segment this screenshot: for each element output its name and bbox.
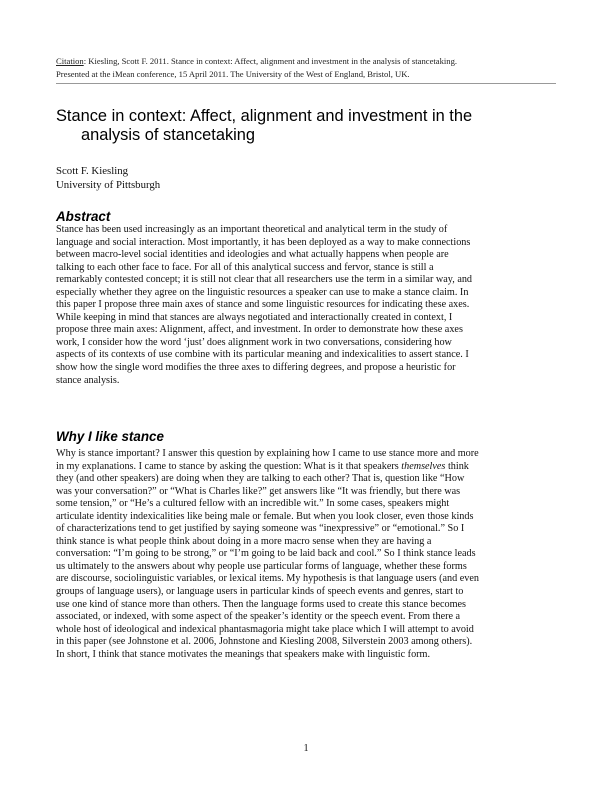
text-line: was your conversation?” or “What is Charles like?” get answers like “It was friendly, but there was bbox=[56, 485, 461, 497]
text-line: aspects of its contexts of use combine with its particular meaning and indexicalities to assert stance. I bbox=[56, 349, 469, 361]
citation-line-2: Presented at the iMean conference, 15 April 2011. The University of the West of England, Bristol, UK. bbox=[56, 69, 410, 79]
paper-title-line-2: analysis of stancetaking bbox=[81, 126, 256, 144]
text-line: Stance has been used increasingly as an important theoretical and analytical term in the study of bbox=[56, 224, 448, 235]
text-line: us ultimately to the answers about why people use particular forms of language, whether these forms bbox=[56, 560, 467, 572]
text-line: some tension,” or “He’s a cultured fellow with an incredible wit.” In some cases, speakers might bbox=[56, 498, 450, 510]
text-line: In short, I think that stance motivates the meanings that speakers make with linguistic form. bbox=[56, 648, 431, 660]
text-line: they (and other speakers) are doing when they are talking to each other? That is, question like “How bbox=[56, 473, 465, 485]
text-line: of characterizations tend to get justified by saying someone was “inexpressive” or “emotional.” So I bbox=[56, 523, 465, 535]
text-line: in this paper (see Johnstone et al. 2006, Johnstone and Kiesling 2008, Silverstein 2003 among others). bbox=[56, 636, 473, 648]
header-divider bbox=[56, 83, 556, 84]
text-line: groups of language users), or language users in particular kinds of speech events and genres, start to bbox=[56, 586, 464, 598]
text-line bbox=[56, 461, 556, 474]
text-line: talking to each other face to face. For all of this analytical success and fervor, stance is still a bbox=[56, 261, 434, 273]
text-line: conversation: “I’m going to be strong,” or “I’m going to be laid back and cool.” So I think stance leads bbox=[56, 548, 476, 560]
citation-label: Citation bbox=[56, 56, 84, 66]
paper-title bbox=[56, 107, 536, 145]
text-line: especially whether they agree on the linguistic resources a speaker can use to make a stance claim. In bbox=[56, 286, 469, 298]
text-line: think stance is what people think about doing in a more macro sense when they are having a bbox=[56, 535, 432, 547]
emphasis-themselves: themselves bbox=[401, 460, 446, 472]
text-run: think bbox=[445, 460, 469, 472]
text-line: remarkably contested concept; it is still not clear that all researchers use the term in a similar way, and bbox=[56, 274, 473, 286]
text-line: propose three main axes: Alignment, affect, and investment. In order to demonstrate how these axes bbox=[56, 324, 463, 336]
text-line: language and social interaction. Most importantly, it has been deployed as a way to make connections bbox=[56, 236, 471, 248]
text-line: work, I consider how the word ‘just’ does alignment work in two conversations, considering how bbox=[56, 336, 452, 348]
text-line: are discourse, sociolinguistic variables, or lexical items. My hypothesis is that language users (and even bbox=[56, 573, 479, 585]
page-number: 1 bbox=[303, 743, 309, 754]
text-line: Why is stance important? I answer this question by explaining how I came to use stance more and more bbox=[56, 448, 479, 459]
text-line: between macro-level social identities and ideologies and what actually happens when people are bbox=[56, 249, 449, 261]
text-line: this paper I propose three main axes of stance and some linguistic resources for indicating these axes. bbox=[56, 299, 470, 311]
text-line: stance analysis. bbox=[56, 374, 120, 386]
text-line: associated, or indexed, with some aspect of the speaker’s identity or the speech event. From there a bbox=[56, 611, 461, 623]
why-stance-heading: Why I like stance bbox=[56, 429, 164, 444]
text-line: show how the single word modifies the three axes to differing degrees, and propose a heuristic for bbox=[56, 362, 456, 374]
why-stance-body bbox=[56, 448, 556, 661]
author-affiliation: University of Pittsburgh bbox=[56, 179, 161, 191]
text-line: While keeping in mind that stances are always negotiated and interactionally created in context, I bbox=[56, 311, 453, 323]
abstract-body bbox=[56, 224, 556, 387]
author-block bbox=[56, 164, 160, 192]
paper-title-line-1: Stance in context: Affect, alignment and investment in the bbox=[56, 107, 473, 125]
citation-note bbox=[56, 55, 556, 81]
citation-line-1 bbox=[56, 55, 556, 68]
text-line: use one kind of stance more than others. Then the language forms used to create this stance becomes bbox=[56, 598, 467, 610]
text-run: in my explanations. I came to stance by asking the question: What is it that speakers bbox=[56, 460, 402, 472]
text-line: articulate identity indexicalities like being male or female. But when you look closer, even those kinds bbox=[56, 510, 474, 522]
citation-text: : Kiesling, Scott F. 2011. Stance in context: Affect, alignment and investment in the analysis of stancetaking. bbox=[83, 56, 458, 66]
abstract-heading: Abstract bbox=[56, 209, 111, 224]
text-line: whole host of ideological and indexical phantasmagoria might take place which I will attempt to avoid bbox=[56, 623, 474, 635]
author-name: Scott F. Kiesling bbox=[56, 165, 129, 177]
